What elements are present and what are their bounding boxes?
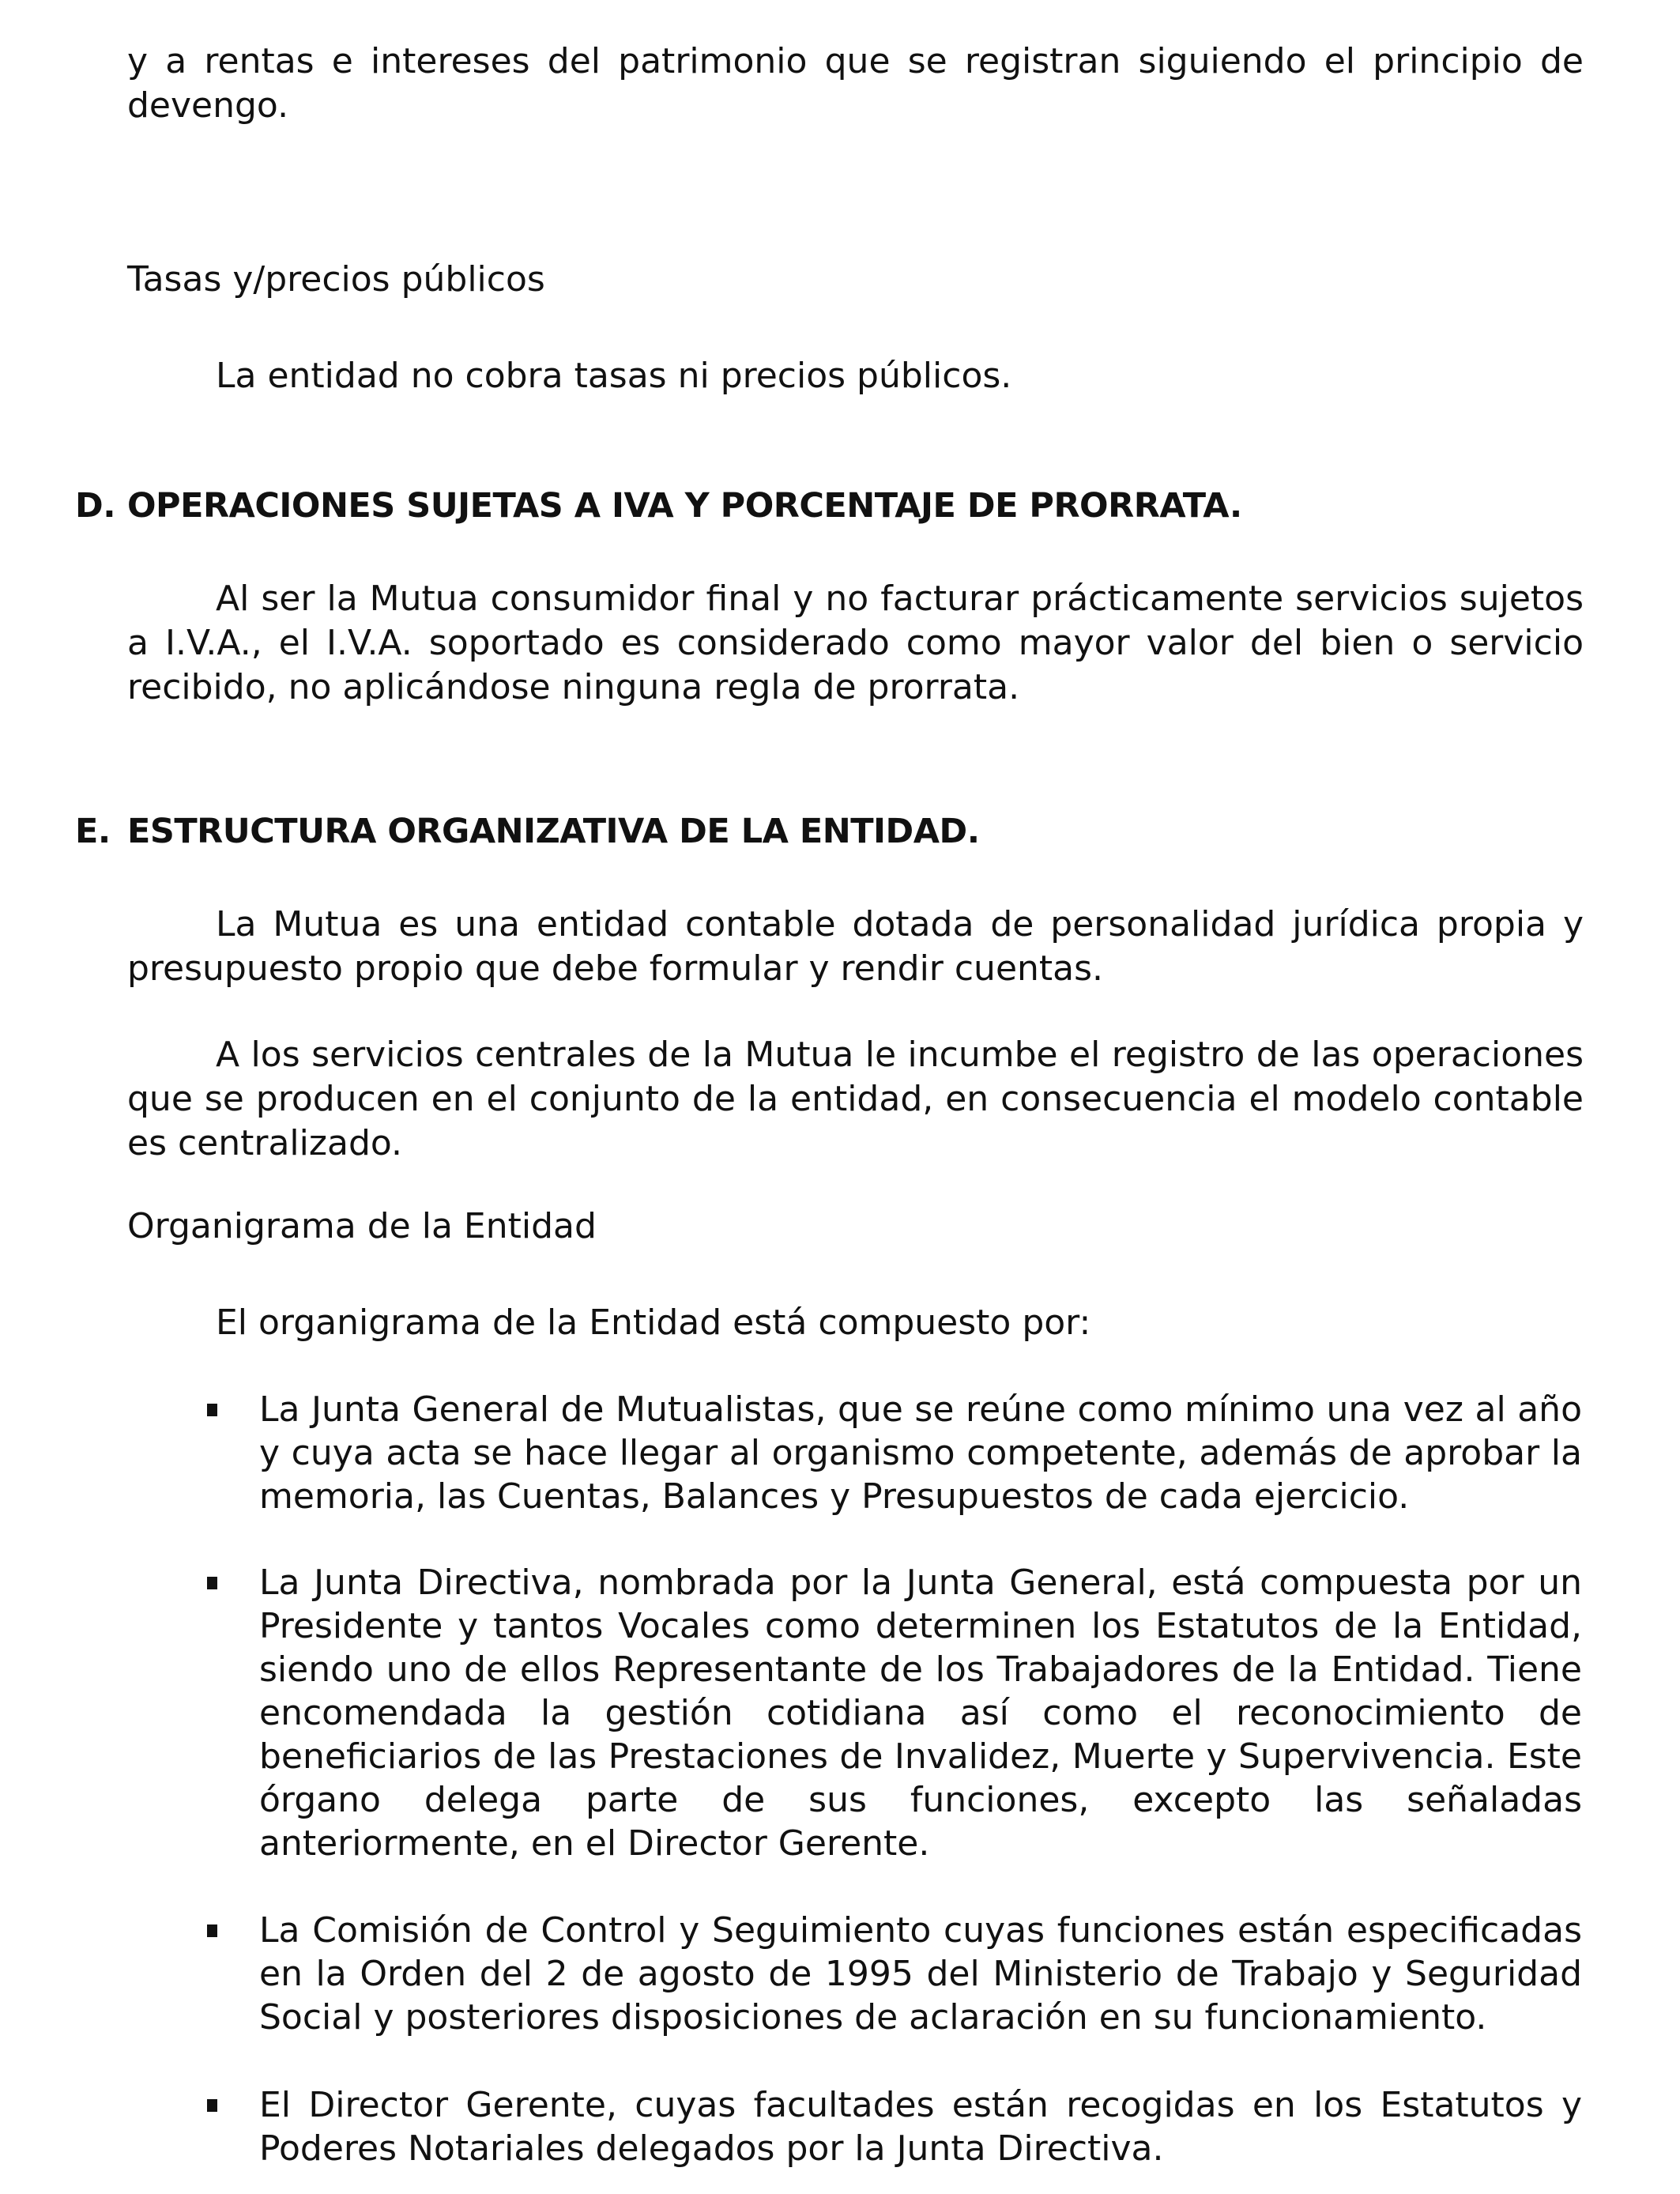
section-d-paragraph: Al ser la Mutua consumidor final y no facturar prácticamente servicios sujetos a I.V.A., el I.V.A. soportado es considerado como mayor valor del bien o servicio recibido, no aplicándose ninguna regla de prorrata. bbox=[127, 579, 1584, 707]
section-e-paragraph-1: La Mutua es una entidad contable dotada de personalidad jurídica propia y presupuesto propio que debe formular y rendir cuentas. bbox=[127, 904, 1584, 989]
list-item-text: La Comisión de Control y Seguimiento cuyas funciones están especificadas en la Orden del 2 de agosto de 1995 del Ministerio de Trabajo y Seguridad Social y posteriores disposiciones de aclaración en su funcionamiento. bbox=[259, 1910, 1582, 2038]
list-item-text: El Director Gerente, cuyas facultades están recogidas en los Estatutos y Poderes Notariales delegados por la Junta Directiva. bbox=[259, 2085, 1582, 2169]
section-d-heading bbox=[75, 484, 1584, 528]
section-e-paragraph-2: A los servicios centrales de la Mutua le incumbe el registro de las operaciones que se producen en el conjunto de la entidad, en consecuencia el modelo contable es centralizado. bbox=[127, 1035, 1584, 1163]
section-e-heading bbox=[75, 809, 1584, 854]
list-item-text: La Junta Directiva, nombrada por la Junta General, está compuesta por un Presidente y tantos Vocales como determinen los Estatutos de la Entidad, siendo uno de ellos Representante de los Trabajadores de la Entidad. Tiene encomendada la gestión cotidiana así como el reconocimiento de beneficiarios de las Prestaciones de Invalidez, Muerte y Supervivencia. Este órgano delega parte de sus funciones, excepto las señaladas anteriormente, en el Director Gerente. bbox=[259, 1563, 1582, 1864]
list-item-text: La Junta General de Mutualistas, que se reúne como mínimo una vez al año y cuya acta se hace llegar al organismo competente, además de aprobar la memoria, las Cuentas, Balances y Presupuestos de cada ejercicio. bbox=[259, 1389, 1582, 1517]
square-bullet-icon bbox=[207, 1404, 217, 1416]
section-d-title: OPERACIONES SUJETAS A IVA Y PORCENTAJE DE PRORRATA. bbox=[127, 486, 1242, 526]
organigrama-heading: Organigrama de la Entidad bbox=[127, 1206, 597, 1246]
section-e-title: ESTRUCTURA ORGANIZATIVA DE LA ENTIDAD. bbox=[127, 812, 980, 851]
square-bullet-icon bbox=[207, 1577, 217, 1589]
square-bullet-icon bbox=[207, 2099, 217, 2112]
tasas-paragraph: La entidad no cobra tasas ni precios públicos. bbox=[216, 356, 1012, 396]
tasas-heading: Tasas y/precios públicos bbox=[127, 259, 545, 300]
intro-paragraph: y a rentas e intereses del patrimonio que se registran siguiendo el principio de devengo. bbox=[127, 41, 1584, 126]
organigrama-intro: El organigrama de la Entidad está compuesto por: bbox=[216, 1302, 1091, 1343]
section-e-letter: E. bbox=[75, 812, 111, 851]
square-bullet-icon bbox=[207, 1924, 217, 1937]
section-d-letter: D. bbox=[75, 486, 116, 526]
